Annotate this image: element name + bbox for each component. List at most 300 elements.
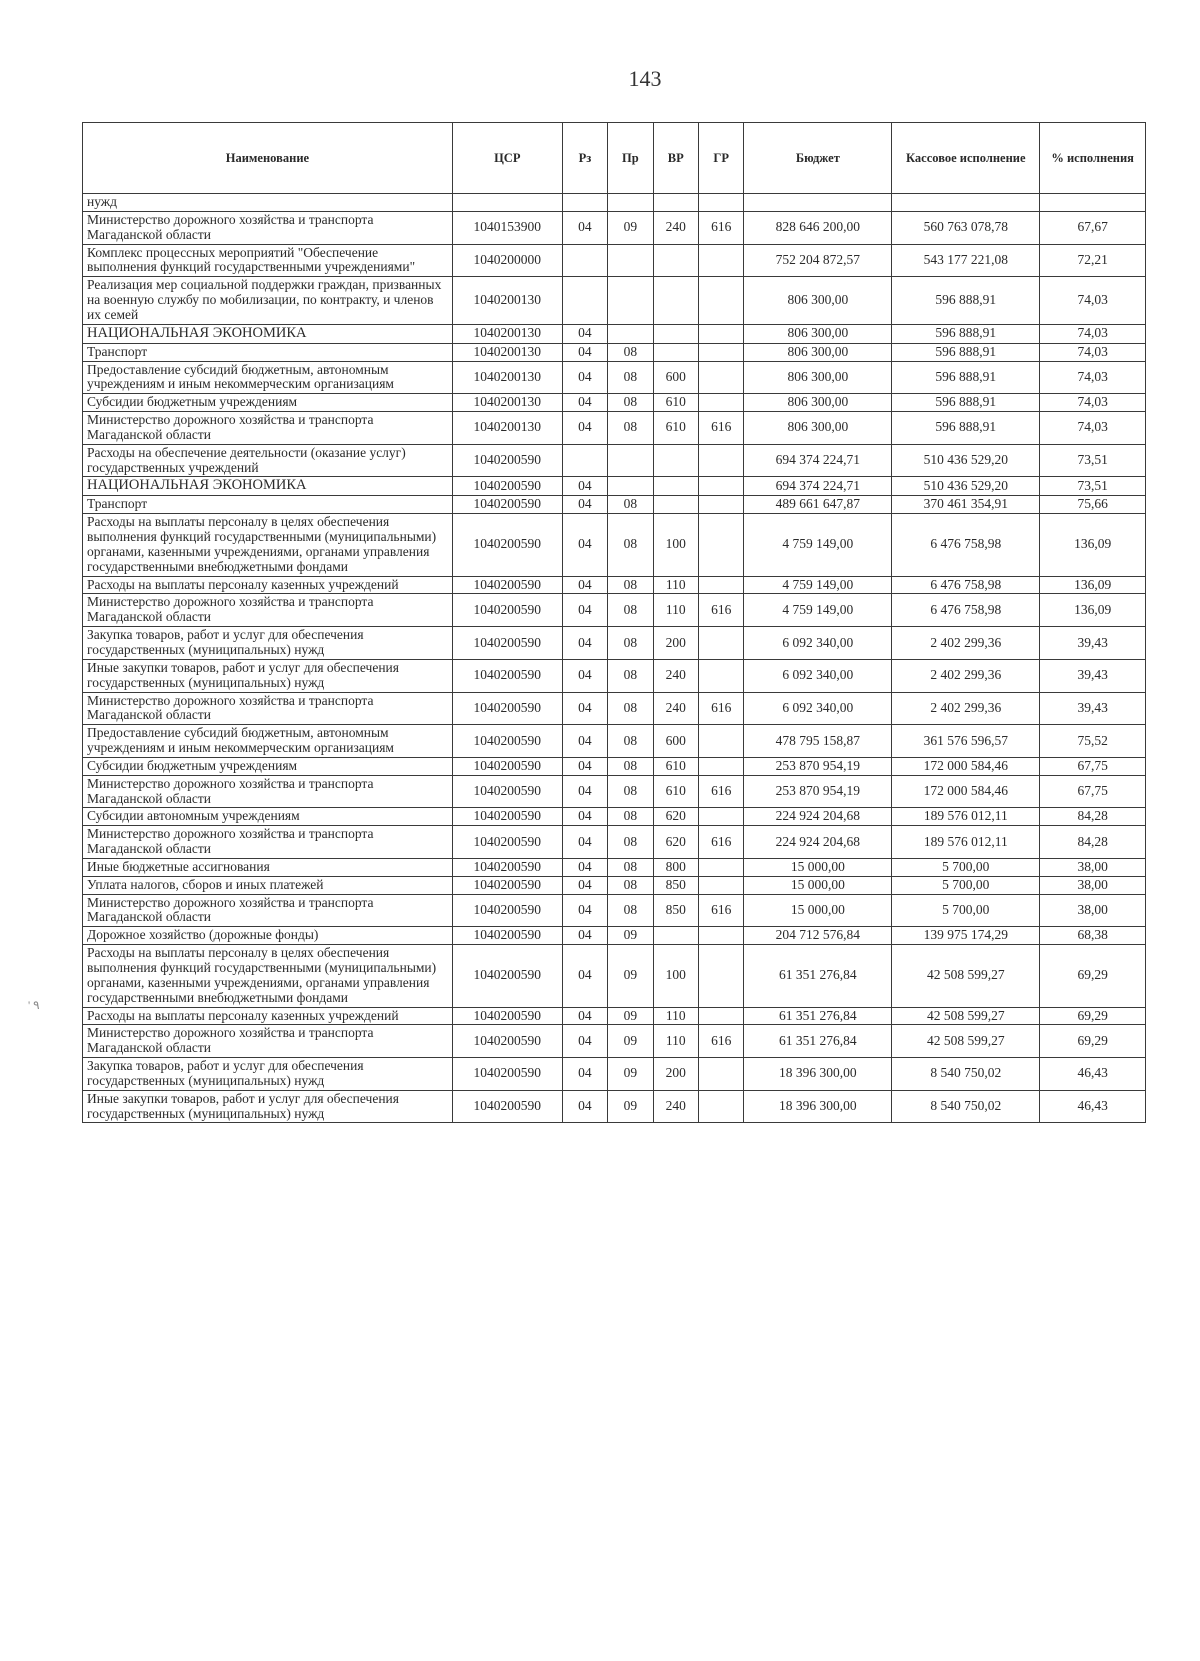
table-row (83, 444, 1146, 477)
cell-rz: 04 (562, 361, 607, 394)
cell-gr (698, 858, 743, 876)
table-row (83, 775, 1146, 808)
cell-csr: 1040200590 (452, 894, 562, 927)
cell-percent: 67,67 (1040, 211, 1146, 244)
cell-csr: 1040200000 (452, 244, 562, 277)
cell-gr (698, 1090, 743, 1123)
cell-pr: 08 (608, 876, 653, 894)
cell-csr: 1040200130 (452, 361, 562, 394)
cell-rz (562, 244, 607, 277)
cell-percent: 73,51 (1040, 477, 1146, 496)
cell-csr: 1040200590 (452, 576, 562, 594)
cell-pr: 08 (608, 858, 653, 876)
cell-gr (698, 945, 743, 1007)
cell-gr (698, 277, 743, 325)
cell-budget (744, 194, 892, 212)
table-row (83, 496, 1146, 514)
cell-percent: 84,28 (1040, 826, 1146, 859)
cell-vr (653, 194, 698, 212)
cell-name: Реализация мер социальной поддержки граждан, призванных на военную службу по мобилизации, по контракту, и членов их семей (83, 277, 453, 325)
cell-csr: 1040200590 (452, 876, 562, 894)
cell-pr (608, 244, 653, 277)
cell-budget: 15 000,00 (744, 858, 892, 876)
cell-percent: 39,43 (1040, 659, 1146, 692)
table-row (83, 876, 1146, 894)
cell-vr: 620 (653, 808, 698, 826)
cell-cash-execution: 596 888,91 (892, 324, 1040, 343)
cell-rz: 04 (562, 775, 607, 808)
cell-csr: 1040200590 (452, 659, 562, 692)
cell-pr: 09 (608, 1007, 653, 1025)
table-row (83, 808, 1146, 826)
cell-gr: 616 (698, 211, 743, 244)
cell-name: Расходы на выплаты персоналу казенных учреждений (83, 576, 453, 594)
cell-vr: 240 (653, 211, 698, 244)
table-row (83, 927, 1146, 945)
header-gr: ГР (698, 123, 743, 194)
cell-vr: 620 (653, 826, 698, 859)
cell-name: Субсидии бюджетным учреждениям (83, 757, 453, 775)
cell-percent: 72,21 (1040, 244, 1146, 277)
cell-rz: 04 (562, 211, 607, 244)
cell-percent: 74,03 (1040, 361, 1146, 394)
cell-pr: 08 (608, 627, 653, 660)
cell-name: Дорожное хозяйство (дорожные фонды) (83, 927, 453, 945)
cell-name: Субсидии автономным учреждениям (83, 808, 453, 826)
cell-csr: 1040200590 (452, 594, 562, 627)
cell-cash-execution: 139 975 174,29 (892, 927, 1040, 945)
cell-csr: 1040200590 (452, 496, 562, 514)
cell-budget: 253 870 954,19 (744, 757, 892, 775)
cell-name: Расходы на выплаты персоналу казенных учреждений (83, 1007, 453, 1025)
cell-cash-execution: 6 476 758,98 (892, 594, 1040, 627)
table-row (83, 412, 1146, 445)
header-percent-execution: % исполнения (1040, 123, 1146, 194)
cell-name: Предоставление субсидий бюджетным, автономным учреждениям и иным некоммерческим организациям (83, 725, 453, 758)
header-vr: ВР (653, 123, 698, 194)
cell-vr: 200 (653, 1058, 698, 1091)
cell-pr: 09 (608, 1025, 653, 1058)
cell-csr: 1040200590 (452, 725, 562, 758)
cell-gr (698, 725, 743, 758)
table-row (83, 343, 1146, 361)
cell-pr: 08 (608, 576, 653, 594)
cell-name: Иные закупки товаров, работ и услуг для обеспечения государственных (муниципальных) нужд (83, 659, 453, 692)
cell-percent: 69,29 (1040, 1007, 1146, 1025)
table-row (83, 211, 1146, 244)
cell-name: Министерство дорожного хозяйства и транспорта Магаданской области (83, 826, 453, 859)
cell-budget: 489 661 647,87 (744, 496, 892, 514)
cell-cash-execution: 5 700,00 (892, 858, 1040, 876)
header-rz: Рз (562, 123, 607, 194)
cell-vr: 100 (653, 945, 698, 1007)
cell-cash-execution: 8 540 750,02 (892, 1058, 1040, 1091)
cell-cash-execution: 189 576 012,11 (892, 826, 1040, 859)
cell-pr: 08 (608, 514, 653, 576)
cell-gr (698, 627, 743, 660)
cell-cash-execution: 6 476 758,98 (892, 576, 1040, 594)
cell-rz: 04 (562, 1058, 607, 1091)
cell-pr: 08 (608, 894, 653, 927)
cell-percent: 67,75 (1040, 757, 1146, 775)
cell-rz: 04 (562, 808, 607, 826)
cell-name: Министерство дорожного хозяйства и транспорта Магаданской области (83, 692, 453, 725)
table-row (83, 894, 1146, 927)
cell-csr: 1040200590 (452, 627, 562, 660)
cell-vr: 610 (653, 412, 698, 445)
cell-budget: 4 759 149,00 (744, 514, 892, 576)
cell-gr (698, 659, 743, 692)
cell-percent: 74,03 (1040, 394, 1146, 412)
cell-rz: 04 (562, 725, 607, 758)
cell-budget: 806 300,00 (744, 343, 892, 361)
cell-percent: 38,00 (1040, 876, 1146, 894)
table-body (83, 194, 1146, 1123)
cell-cash-execution: 189 576 012,11 (892, 808, 1040, 826)
cell-cash-execution: 42 508 599,27 (892, 945, 1040, 1007)
cell-rz: 04 (562, 757, 607, 775)
cell-vr: 850 (653, 894, 698, 927)
cell-vr: 610 (653, 757, 698, 775)
cell-name: Комплекс процессных мероприятий "Обеспечение выполнения функций государственными учреждениями" (83, 244, 453, 277)
cell-percent: 38,00 (1040, 858, 1146, 876)
table-row (83, 194, 1146, 212)
cell-budget: 806 300,00 (744, 394, 892, 412)
cell-budget: 694 374 224,71 (744, 444, 892, 477)
cell-name: Закупка товаров, работ и услуг для обеспечения государственных (муниципальных) нужд (83, 627, 453, 660)
cell-budget: 6 092 340,00 (744, 627, 892, 660)
cell-budget: 752 204 872,57 (744, 244, 892, 277)
cell-percent: 136,09 (1040, 576, 1146, 594)
header-csr: ЦСР (452, 123, 562, 194)
cell-percent: 69,29 (1040, 945, 1146, 1007)
cell-csr: 1040200590 (452, 1007, 562, 1025)
cell-name: Расходы на выплаты персоналу в целях обеспечения выполнения функций государственными (муниципальными) органами, казенными учреждениями, органами управления государственными внебюджетными фондами (83, 945, 453, 1007)
cell-percent: 75,66 (1040, 496, 1146, 514)
cell-cash-execution: 42 508 599,27 (892, 1007, 1040, 1025)
header-cash-execution: Кассовое исполнение (892, 123, 1040, 194)
cell-vr: 610 (653, 775, 698, 808)
cell-rz: 04 (562, 576, 607, 594)
table-row (83, 1058, 1146, 1091)
cell-gr (698, 477, 743, 496)
cell-pr: 08 (608, 594, 653, 627)
cell-name: Уплата налогов, сборов и иных платежей (83, 876, 453, 894)
cell-pr (608, 324, 653, 343)
header-pr: Пр (608, 123, 653, 194)
cell-rz (562, 277, 607, 325)
cell-csr: 1040200590 (452, 858, 562, 876)
cell-rz: 04 (562, 858, 607, 876)
cell-csr: 1040200590 (452, 826, 562, 859)
cell-csr: 1040200590 (452, 757, 562, 775)
cell-percent: 75,52 (1040, 725, 1146, 758)
cell-rz (562, 194, 607, 212)
table-row (83, 757, 1146, 775)
cell-rz: 04 (562, 394, 607, 412)
cell-budget: 478 795 158,87 (744, 725, 892, 758)
cell-cash-execution: 172 000 584,46 (892, 775, 1040, 808)
table-row (83, 361, 1146, 394)
cell-rz: 04 (562, 692, 607, 725)
cell-vr: 100 (653, 514, 698, 576)
table-row (83, 692, 1146, 725)
cell-cash-execution: 596 888,91 (892, 277, 1040, 325)
cell-name: Субсидии бюджетным учреждениям (83, 394, 453, 412)
cell-percent: 69,29 (1040, 1025, 1146, 1058)
cell-pr: 08 (608, 659, 653, 692)
cell-pr: 08 (608, 826, 653, 859)
cell-gr (698, 324, 743, 343)
cell-percent: 68,38 (1040, 927, 1146, 945)
cell-budget: 61 351 276,84 (744, 945, 892, 1007)
table-row (83, 1025, 1146, 1058)
cell-percent: 46,43 (1040, 1090, 1146, 1123)
cell-gr (698, 244, 743, 277)
cell-pr: 08 (608, 725, 653, 758)
cell-rz: 04 (562, 894, 607, 927)
cell-csr: 1040153900 (452, 211, 562, 244)
cell-gr (698, 1058, 743, 1091)
cell-csr: 1040200130 (452, 343, 562, 361)
cell-cash-execution: 596 888,91 (892, 394, 1040, 412)
cell-pr: 09 (608, 927, 653, 945)
cell-rz: 04 (562, 496, 607, 514)
cell-percent: 39,43 (1040, 627, 1146, 660)
cell-name: Министерство дорожного хозяйства и транспорта Магаданской области (83, 775, 453, 808)
table-row (83, 324, 1146, 343)
cell-rz: 04 (562, 343, 607, 361)
cell-vr: 240 (653, 1090, 698, 1123)
cell-budget: 806 300,00 (744, 412, 892, 445)
cell-budget: 61 351 276,84 (744, 1025, 892, 1058)
cell-pr: 08 (608, 775, 653, 808)
cell-pr: 08 (608, 496, 653, 514)
page-number: 143 (628, 66, 662, 91)
cell-budget: 806 300,00 (744, 324, 892, 343)
cell-name: Министерство дорожного хозяйства и транспорта Магаданской области (83, 1025, 453, 1058)
cell-budget: 806 300,00 (744, 277, 892, 325)
cell-budget: 18 396 300,00 (744, 1058, 892, 1091)
cell-percent: 74,03 (1040, 277, 1146, 325)
cell-csr: 1040200590 (452, 477, 562, 496)
cell-rz: 04 (562, 412, 607, 445)
cell-budget: 18 396 300,00 (744, 1090, 892, 1123)
cell-budget: 253 870 954,19 (744, 775, 892, 808)
cell-gr (698, 194, 743, 212)
table-row (83, 576, 1146, 594)
cell-vr (653, 324, 698, 343)
cell-vr (653, 277, 698, 325)
cell-vr: 110 (653, 594, 698, 627)
cell-pr: 08 (608, 394, 653, 412)
cell-rz: 04 (562, 627, 607, 660)
cell-csr: 1040200590 (452, 514, 562, 576)
cell-gr (698, 361, 743, 394)
cell-budget: 4 759 149,00 (744, 576, 892, 594)
cell-vr (653, 477, 698, 496)
cell-pr (608, 277, 653, 325)
cell-cash-execution: 5 700,00 (892, 876, 1040, 894)
cell-gr (698, 876, 743, 894)
cell-pr: 08 (608, 343, 653, 361)
cell-rz: 04 (562, 876, 607, 894)
cell-gr (698, 514, 743, 576)
table-row (83, 1007, 1146, 1025)
cell-csr: 1040200590 (452, 1025, 562, 1058)
cell-gr (698, 1007, 743, 1025)
cell-percent: 84,28 (1040, 808, 1146, 826)
cell-vr: 110 (653, 576, 698, 594)
cell-name: НАЦИОНАЛЬНАЯ ЭКОНОМИКА (83, 477, 453, 496)
cell-cash-execution: 510 436 529,20 (892, 444, 1040, 477)
cell-percent (1040, 194, 1146, 212)
cell-budget: 806 300,00 (744, 361, 892, 394)
table-row (83, 394, 1146, 412)
cell-name: нужд (83, 194, 453, 212)
cell-rz: 04 (562, 1090, 607, 1123)
cell-vr: 240 (653, 659, 698, 692)
cell-csr: 1040200590 (452, 1090, 562, 1123)
cell-csr: 1040200130 (452, 324, 562, 343)
cell-cash-execution: 2 402 299,36 (892, 659, 1040, 692)
cell-gr (698, 343, 743, 361)
header-budget: Бюджет (744, 123, 892, 194)
table-row (83, 244, 1146, 277)
table-row (83, 277, 1146, 325)
cell-csr: 1040200130 (452, 394, 562, 412)
cell-cash-execution: 8 540 750,02 (892, 1090, 1040, 1123)
table-row (83, 594, 1146, 627)
cell-rz: 04 (562, 1025, 607, 1058)
table-row (83, 514, 1146, 576)
cell-rz: 04 (562, 945, 607, 1007)
cell-pr: 08 (608, 808, 653, 826)
cell-pr: 08 (608, 757, 653, 775)
cell-gr: 616 (698, 692, 743, 725)
cell-pr (608, 194, 653, 212)
cell-percent: 38,00 (1040, 894, 1146, 927)
cell-vr: 200 (653, 627, 698, 660)
cell-pr (608, 444, 653, 477)
table-header (83, 123, 1146, 194)
cell-csr: 1040200590 (452, 775, 562, 808)
cell-cash-execution: 5 700,00 (892, 894, 1040, 927)
cell-csr: 1040200590 (452, 444, 562, 477)
cell-rz: 04 (562, 594, 607, 627)
cell-csr: 1040200590 (452, 1058, 562, 1091)
cell-name: Расходы на обеспечение деятельности (оказание услуг) государственных учреждений (83, 444, 453, 477)
cell-cash-execution: 560 763 078,78 (892, 211, 1040, 244)
cell-rz: 04 (562, 826, 607, 859)
cell-vr (653, 496, 698, 514)
cell-percent: 46,43 (1040, 1058, 1146, 1091)
cell-pr: 08 (608, 412, 653, 445)
table-row (83, 1090, 1146, 1123)
cell-csr (452, 194, 562, 212)
cell-name: Министерство дорожного хозяйства и транспорта Магаданской области (83, 894, 453, 927)
cell-cash-execution: 596 888,91 (892, 412, 1040, 445)
cell-gr: 616 (698, 894, 743, 927)
cell-vr (653, 927, 698, 945)
cell-rz: 04 (562, 659, 607, 692)
cell-cash-execution: 596 888,91 (892, 361, 1040, 394)
cell-csr: 1040200590 (452, 945, 562, 1007)
cell-rz: 04 (562, 324, 607, 343)
cell-percent: 74,03 (1040, 343, 1146, 361)
table-row (83, 627, 1146, 660)
cell-gr (698, 576, 743, 594)
cell-vr: 610 (653, 394, 698, 412)
budget-execution-table (82, 122, 1146, 1123)
cell-rz (562, 444, 607, 477)
cell-name: Транспорт (83, 496, 453, 514)
table-row (83, 477, 1146, 496)
cell-vr: 800 (653, 858, 698, 876)
cell-pr: 09 (608, 211, 653, 244)
cell-vr (653, 444, 698, 477)
cell-budget: 694 374 224,71 (744, 477, 892, 496)
cell-budget: 224 924 204,68 (744, 808, 892, 826)
cell-pr: 08 (608, 692, 653, 725)
cell-percent: 136,09 (1040, 594, 1146, 627)
cell-vr (653, 343, 698, 361)
cell-percent: 67,75 (1040, 775, 1146, 808)
cell-pr (608, 477, 653, 496)
cell-cash-execution: 172 000 584,46 (892, 757, 1040, 775)
table-row (83, 725, 1146, 758)
cell-rz: 04 (562, 514, 607, 576)
cell-name: Транспорт (83, 343, 453, 361)
cell-csr: 1040200130 (452, 412, 562, 445)
table-row (83, 858, 1146, 876)
cell-vr: 110 (653, 1025, 698, 1058)
cell-csr: 1040200590 (452, 692, 562, 725)
header-row (83, 123, 1146, 194)
cell-name: Иные закупки товаров, работ и услуг для обеспечения государственных (муниципальных) нужд (83, 1090, 453, 1123)
cell-gr (698, 444, 743, 477)
cell-budget: 61 351 276,84 (744, 1007, 892, 1025)
cell-percent: 73,51 (1040, 444, 1146, 477)
cell-cash-execution: 42 508 599,27 (892, 1025, 1040, 1058)
cell-pr: 08 (608, 361, 653, 394)
cell-pr: 09 (608, 1058, 653, 1091)
cell-gr: 616 (698, 775, 743, 808)
cell-pr: 09 (608, 945, 653, 1007)
cell-cash-execution (892, 194, 1040, 212)
cell-gr (698, 927, 743, 945)
cell-gr: 616 (698, 1025, 743, 1058)
cell-name: Министерство дорожного хозяйства и транспорта Магаданской области (83, 211, 453, 244)
cell-gr (698, 496, 743, 514)
cell-gr (698, 808, 743, 826)
cell-gr: 616 (698, 826, 743, 859)
cell-name: Предоставление субсидий бюджетным, автономным учреждениям и иным некоммерческим организациям (83, 361, 453, 394)
cell-pr: 09 (608, 1090, 653, 1123)
cell-cash-execution: 361 576 596,57 (892, 725, 1040, 758)
cell-budget: 4 759 149,00 (744, 594, 892, 627)
cell-cash-execution: 543 177 221,08 (892, 244, 1040, 277)
cell-percent: 74,03 (1040, 412, 1146, 445)
cell-gr (698, 757, 743, 775)
cell-vr: 600 (653, 725, 698, 758)
header-name: Наименование (83, 123, 453, 194)
cell-percent: 74,03 (1040, 324, 1146, 343)
cell-vr: 850 (653, 876, 698, 894)
table-row (83, 945, 1146, 1007)
cell-budget: 15 000,00 (744, 876, 892, 894)
cell-percent: 39,43 (1040, 692, 1146, 725)
